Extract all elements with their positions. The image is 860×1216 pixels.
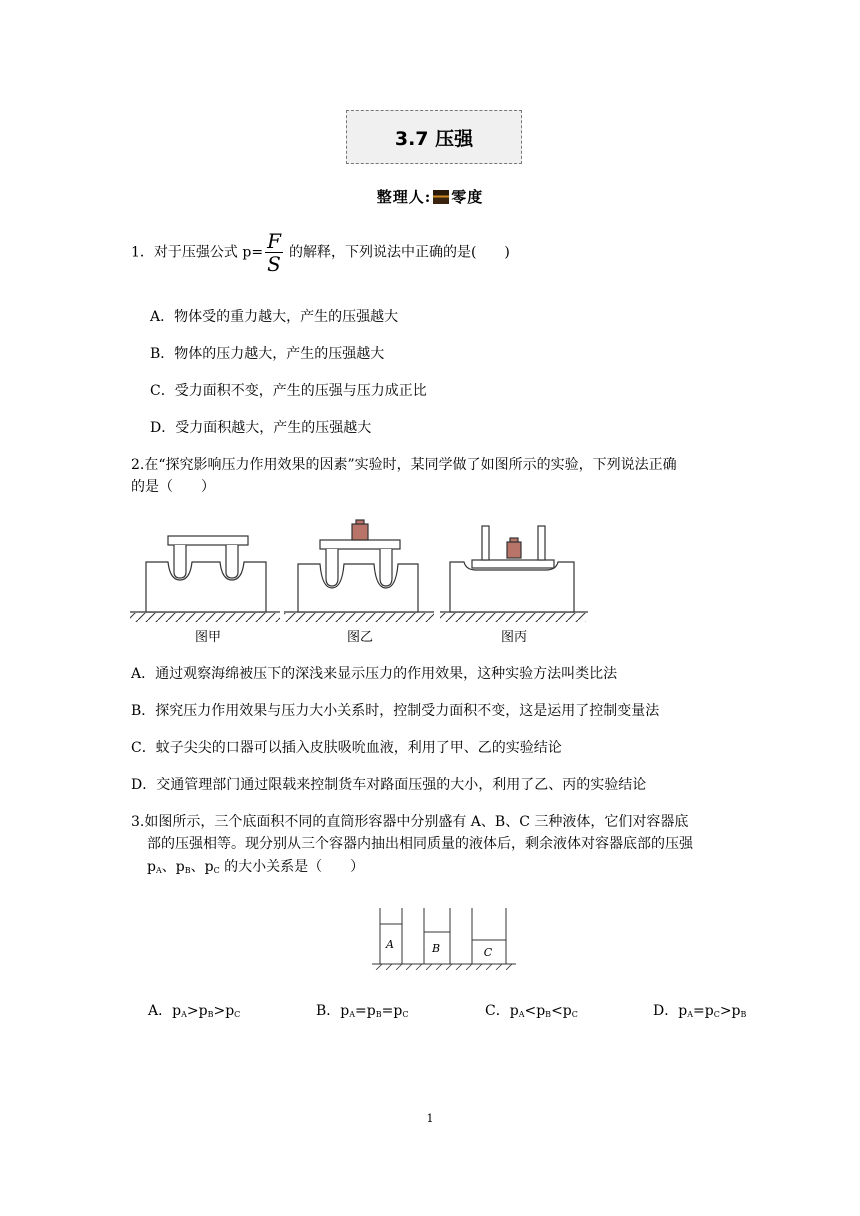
q2-stem-line2: 的是（ ） — [131, 479, 215, 495]
editor-prefix: 整理人: — [376, 188, 432, 206]
q3-option-c[interactable]: C．$p_A<p_B<p_C$ — [485, 1003, 578, 1019]
figure-label-yi: 图乙 — [346, 630, 374, 645]
q3-option-a-letter: A． — [148, 1003, 173, 1019]
container-label-b: B — [431, 942, 441, 955]
container-label-a: A — [386, 938, 394, 951]
q2-option-d[interactable]: D．交通管理部门通过限载来控制货车对路面压强的大小，利用了乙、丙的实验结论 — [131, 777, 647, 793]
editor-name: 零度 — [451, 188, 484, 206]
pressure-formula — [265, 230, 283, 275]
q3-option-d[interactable]: D．$p_A=p_C>p_B$ — [653, 1003, 747, 1019]
q2-stem-line1: 2.在“探究影响压力作用效果的因素”实验时，某同学做了如图所示的实验，下列说法正确 — [131, 457, 677, 473]
q3-option-c-letter: C． — [485, 1003, 510, 1019]
editor-line — [0, 186, 860, 207]
figure-label-bing: 图丙 — [500, 630, 528, 645]
q2-option-a[interactable]: A．通过观察海绵被压下的深浅来显示压力的作用效果，这种实验方法叫类比法 — [131, 666, 618, 682]
q2-option-b[interactable]: B．探究压力作用效果与压力大小关系时，控制受力面积不变，这是运用了控制变量法 — [131, 703, 660, 719]
container-label-c: C — [483, 946, 493, 959]
q3-stem-line1: 3.如图所示，三个底面积不同的直筒形容器中分别盛有 A、B、C 三种液体，它们对容器底 — [131, 814, 689, 830]
q1-option-b[interactable]: B．物体的压力越大，产生的压强越大 — [150, 346, 385, 362]
q3-option-d-letter: D． — [653, 1003, 679, 1019]
q1-stem-pre: 1．对于压强公式 p= — [131, 244, 264, 261]
q1-stem-post: 的解释，下列说法中正确的是( ) — [288, 244, 510, 261]
q3-option-a[interactable]: A．$p_A>p_B>p_C$ — [148, 1003, 241, 1019]
sponge-experiment-figure — [128, 510, 588, 650]
q3-option-b-letter: B． — [316, 1003, 341, 1019]
editor-logo-icon — [433, 190, 449, 204]
three-containers-figure — [370, 904, 518, 970]
q3-option-b[interactable]: B．$p_A=p_B=p_C$ — [316, 1003, 409, 1019]
q2-option-c[interactable]: C．蚊子尖尖的口器可以插入皮肤吸吮血液，利用了甲、乙的实验结论 — [131, 740, 562, 756]
q3-stem-line2: 部的压强相等。现分别从三个容器内抽出相同质量的液体后，剩余液体对容器底部的压强 — [147, 836, 693, 852]
q3-stem-line3: $p_A$、$p_B$、$p_C$ 的大小关系是（ ） — [147, 859, 365, 875]
q1-option-d[interactable]: D．受力面积越大，产生的压强越大 — [150, 420, 372, 436]
q1-option-a[interactable]: A．物体受的重力越大，产生的压强越大 — [150, 309, 399, 325]
q3-stem-line3-post: 的大小关系是（ ） — [224, 859, 365, 875]
figure-label-jia: 图甲 — [194, 630, 222, 645]
formula-denominator: S — [267, 252, 281, 276]
q1-option-c[interactable]: C．受力面积不变，产生的压强与压力成正比 — [150, 383, 427, 399]
formula-numerator: F — [267, 229, 281, 253]
page-title — [346, 110, 522, 164]
title-text: 3.7 压强 — [394, 127, 474, 150]
page-number: 1 — [426, 1112, 434, 1125]
q1-stem — [131, 230, 510, 275]
